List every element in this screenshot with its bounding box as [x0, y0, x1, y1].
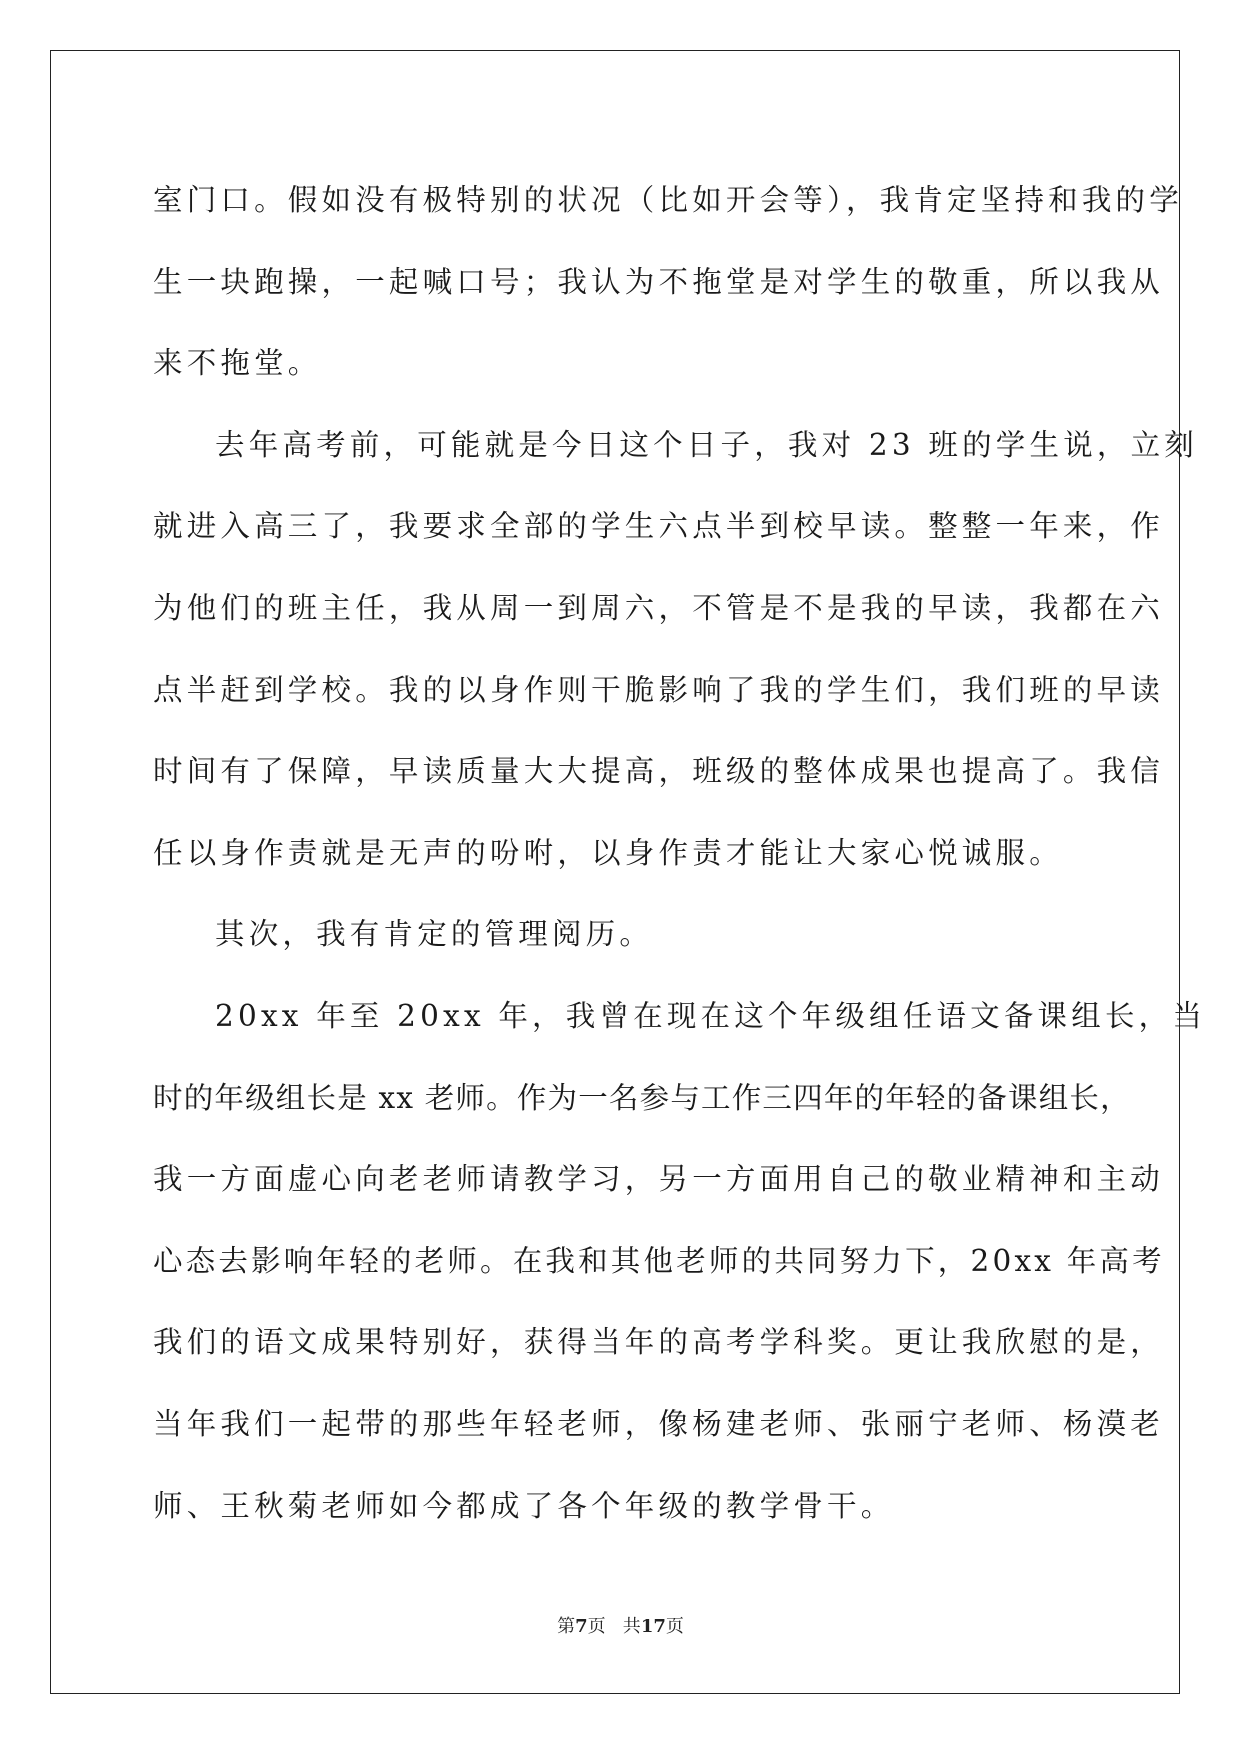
document-body: [153, 160, 1207, 1547]
text-line: 为他们的班主任，我从周一到周六，不管是不是我的早读，我都在六: [153, 590, 1165, 625]
page-label-mid: 页 共: [587, 1616, 641, 1637]
page-label-prefix: 第: [557, 1616, 576, 1637]
paragraph-start-line: 20xx 年至 20xx 年，我曾在现在这个年级组任语文备课组长，当: [215, 998, 1207, 1033]
text-line: 来不拖堂。: [153, 346, 322, 381]
text-line: 师、王秋菊老师如今都成了各个年级的教学骨干。: [153, 1488, 895, 1523]
paragraph-start-line: 去年高考前，可能就是今日这个日子，我对 23 班的学生说，立刻: [215, 427, 1198, 462]
text-line: 我们的语文成果特别好，获得当年的高考学科奖。更让我欣慰的是，: [153, 1325, 1165, 1360]
text-line: 任以身作责就是无声的吩咐，以身作责才能让大家心悦诚服。: [153, 835, 1063, 870]
text-line: 我一方面虚心向老老师请教学习，另一方面用自己的敬业精神和主动: [153, 1162, 1165, 1197]
current-page-number: 7: [575, 1616, 588, 1637]
text-line: 当年我们一起带的那些年轻老师，像杨建老师、张丽宁老师、杨漠老: [153, 1406, 1165, 1441]
text-line: 点半赶到学校。我的以身作则干脆影响了我的学生们，我们班的早读: [153, 672, 1165, 707]
page-footer: [0, 1612, 1241, 1638]
text-line: 时的年级组长是 xx 老师。作为一名参与工作三四年的年轻的备课组长，: [153, 1080, 1131, 1115]
total-page-number: 17: [640, 1616, 666, 1637]
page-label-suffix: 页: [665, 1616, 684, 1637]
text-line: 生一块跑操，一起喊口号；我认为不拖堂是对学生的敬重，所以我从: [153, 264, 1165, 299]
text-line: 心态去影响年轻的老师。在我和其他老师的共同努力下，20xx 年高考: [153, 1243, 1165, 1278]
text-line: 就进入高三了，我要求全部的学生六点半到校早读。整整一年来，作: [153, 509, 1165, 544]
text-line: 时间有了保障，早读质量大大提高，班级的整体成果也提高了。我信: [153, 754, 1165, 789]
paragraph-start-line: 其次，我有肯定的管理阅历。: [215, 917, 654, 952]
text-line: 室门口。假如没有极特别的状况（比如开会等），我肯定坚持和我的学: [153, 183, 1183, 217]
